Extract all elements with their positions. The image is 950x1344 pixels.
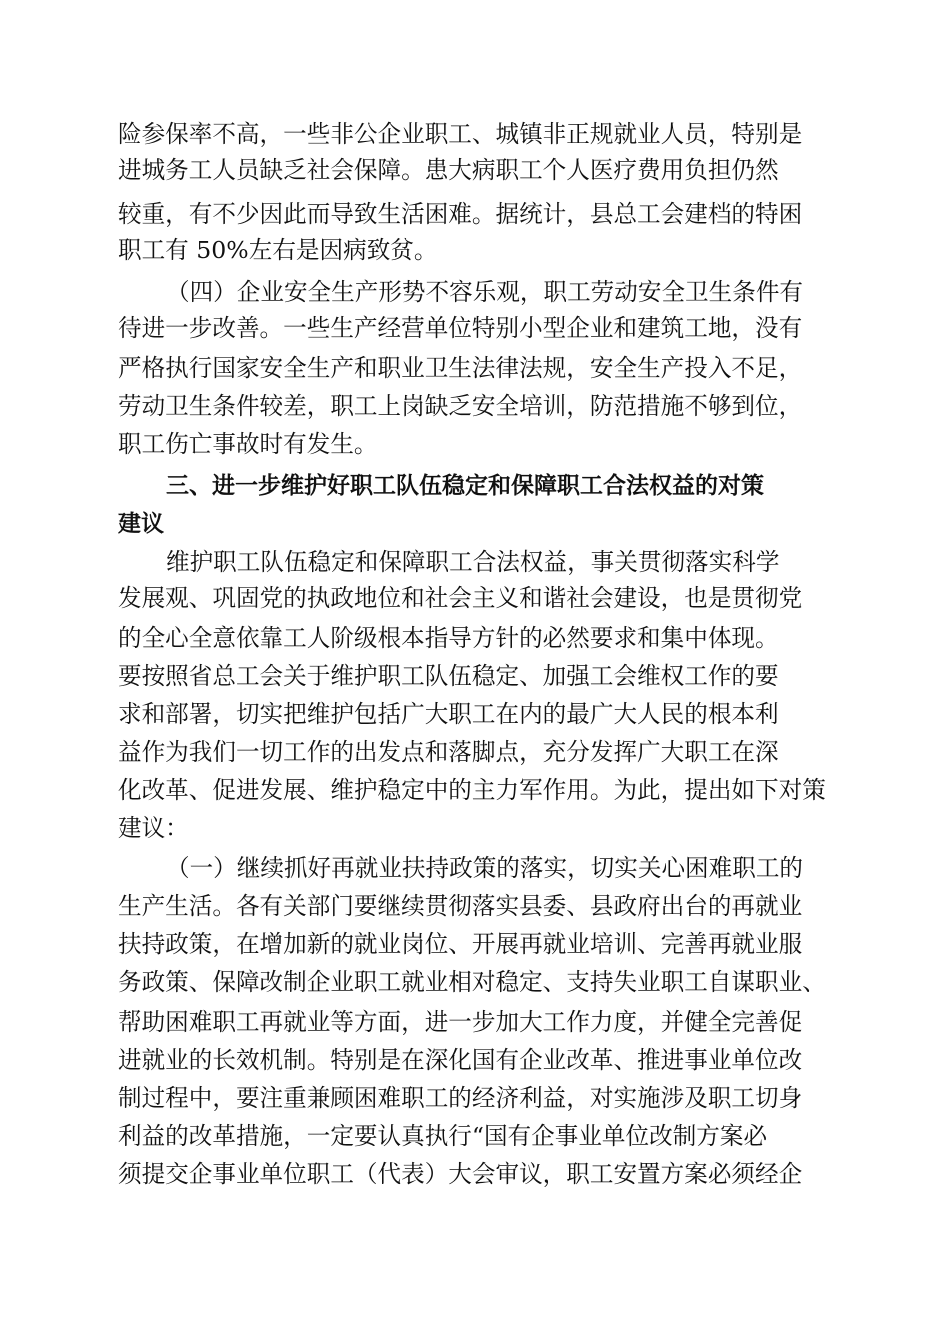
text-line: 生产生活。各有关部门要继续贯彻落实县委、县政府出台的再就业 (118, 892, 803, 920)
text-line: 建议： (118, 814, 189, 842)
text-line: 扶持政策，在增加新的就业岗位、开展再就业培训、完善再就业服 (118, 930, 803, 958)
text-line: 要按照省总工会关于维护职工队伍稳定、加强工会维权工作的要 (118, 662, 779, 690)
section-heading: 三、进一步维护好职工队伍稳定和保障职工合法权益的对策 (166, 473, 764, 499)
text-line: 待进一步改善。一些生产经营单位特别小型企业和建筑工地，没有 (118, 314, 803, 342)
text-line: 须提交企事业单位职工（代表）大会审议，职工安置方案必须经企 (118, 1160, 803, 1188)
text-line: 发展观、巩固党的执政地位和社会主义和谐社会建设，也是贯彻党 (118, 584, 803, 612)
text-line: 化改革、促进发展、维护稳定中的主力军作用。为此，提出如下对策 (118, 776, 826, 804)
text-line: 职工伤亡事故时有发生。 (118, 430, 378, 458)
text-line: 劳动卫生条件较差，职工上岗缺乏安全培训，防范措施不够到位， (118, 392, 803, 420)
text-line: 进就业的长效机制。特别是在深化国有企业改革、推进事业单位改 (118, 1046, 803, 1074)
text-line: 求和部署，切实把维护包括广大职工在内的最广大人民的根本利 (118, 700, 779, 728)
section-heading: 建议 (118, 511, 164, 537)
text-line: 严格执行国家安全生产和职业卫生法律法规，安全生产投入不足， (118, 354, 803, 382)
text-line: 的全心全意依靠工人阶级根本指导方针的必然要求和集中体现。 (118, 624, 779, 652)
text-line: 较重，有不少因此而导致生活困难。据统计，县总工会建档的特困 (118, 200, 803, 228)
text-line: 进城务工人员缺乏社会保障。患大病职工个人医疗费用负担仍然 (118, 156, 779, 184)
text-line: 利益的改革措施，一定要认真执行“国有企事业单位改制方案必 (118, 1122, 768, 1150)
text-line: 制过程中，要注重兼顾困难职工的经济利益，对实施涉及职工切身 (118, 1084, 803, 1112)
text-line: 帮助困难职工再就业等方面，进一步加大工作力度，并健全完善促 (118, 1008, 803, 1036)
text-line: （一）继续抓好再就业扶持政策的落实，切实关心困难职工的 (166, 854, 804, 882)
text-line: 益作为我们一切工作的出发点和落脚点，充分发挥广大职工在深 (118, 738, 779, 766)
text-line: 维护职工队伍稳定和保障职工合法权益，事关贯彻落实科学 (166, 548, 780, 576)
text-line: （四）企业安全生产形势不容乐观，职工劳动安全卫生条件有 (166, 278, 804, 306)
text-line: 职工有 50%左右是因病致贫。 (118, 236, 438, 264)
text-line: 险参保率不高，一些非公企业职工、城镇非正规就业人员，特别是 (118, 120, 803, 148)
text-line: 务政策、保障改制企业职工就业相对稳定、支持失业职工自谋职业、 (118, 968, 826, 996)
